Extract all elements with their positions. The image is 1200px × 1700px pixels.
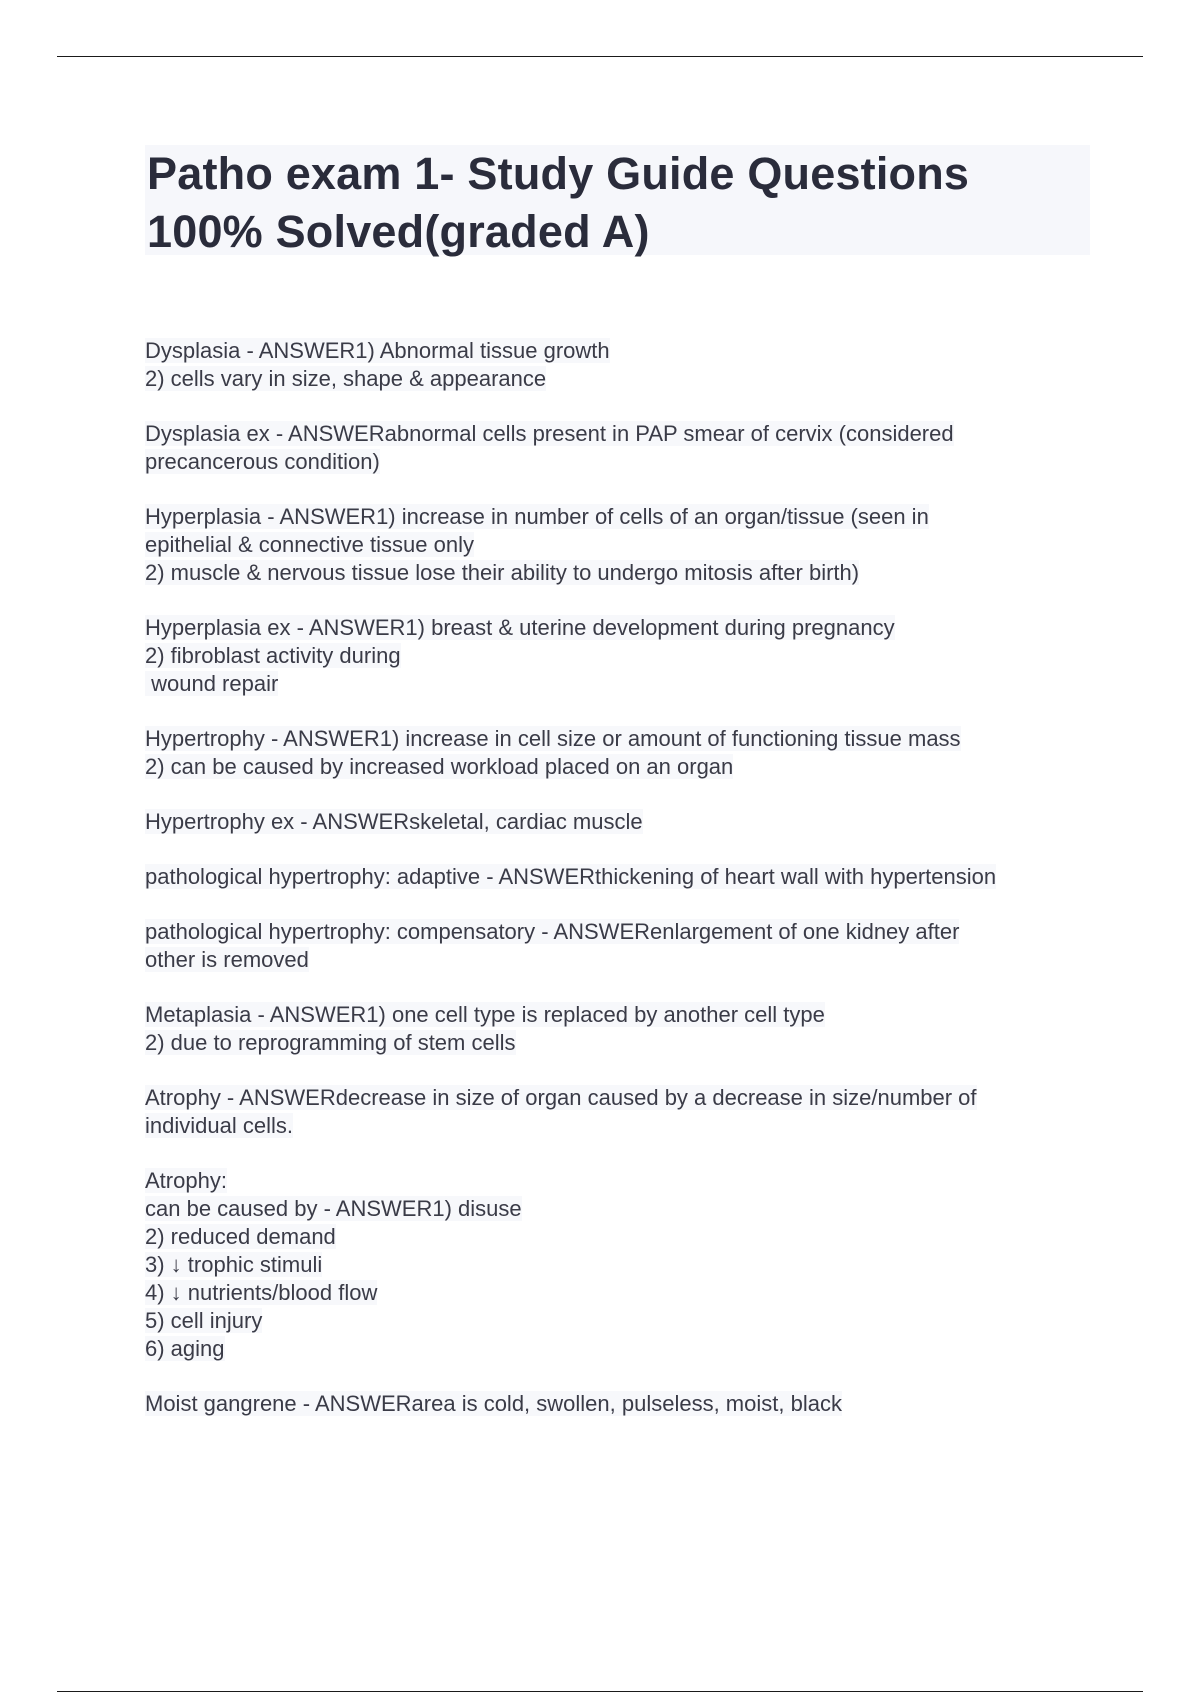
qa-line-text: 3) ↓ trophic stimuli [145, 1252, 323, 1277]
qa-line-text: individual cells. [145, 1113, 293, 1138]
qa-line-text: Hyperplasia ex - ANSWER1) breast & uterine development during pregnancy [145, 615, 895, 640]
qa-entry [145, 1390, 1090, 1418]
qa-line [145, 1251, 1090, 1279]
qa-line-text: 2) due to reprogramming of stem cells [145, 1030, 516, 1055]
qa-line-text: 2) muscle & nervous tissue lose their ability to undergo mitosis after birth) [145, 560, 860, 585]
qa-line-text: Hypertrophy ex - ANSWERskeletal, cardiac muscle [145, 809, 643, 834]
qa-line [145, 725, 1090, 753]
qa-line-text: wound repair [145, 671, 279, 696]
qa-line-text: 2) reduced demand [145, 1224, 336, 1249]
qa-line [145, 448, 1090, 476]
qa-line-text: 5) cell injury [145, 1308, 263, 1333]
qa-line [145, 1167, 1090, 1195]
qa-line [145, 863, 1090, 891]
title-line-1: Patho exam 1- Study Guide Questions [147, 148, 970, 199]
qa-line-text: other is removed [145, 947, 309, 972]
qa-line-text: pathological hypertrophy: adaptive - ANSWERthickening of heart wall with hypertension [145, 864, 997, 889]
qa-line-text: 2) can be caused by increased workload placed on an organ [145, 754, 734, 779]
qa-line-text: Atrophy: [145, 1168, 227, 1193]
qa-entry [145, 337, 1090, 393]
qa-line [145, 1029, 1090, 1057]
qa-entry [145, 1084, 1090, 1140]
qa-line [145, 503, 1090, 531]
qa-line-text: can be caused by - ANSWER1) disuse [145, 1196, 522, 1221]
qa-line-text: 4) ↓ nutrients/blood flow [145, 1280, 378, 1305]
qa-line-text: epithelial & connective tissue only [145, 532, 474, 557]
qa-line [145, 1390, 1090, 1418]
qa-line-text: pathological hypertrophy: compensatory - ANSWERenlargement of one kidney after [145, 919, 960, 944]
qa-entry [145, 918, 1090, 974]
qa-entry [145, 1167, 1090, 1363]
qa-line [145, 918, 1090, 946]
qa-line-text: Atrophy - ANSWERdecrease in size of organ caused by a decrease in size/number of [145, 1085, 977, 1110]
qa-entry [145, 1001, 1090, 1057]
qa-entry [145, 808, 1090, 836]
qa-line [145, 1084, 1090, 1112]
qa-line-text: 2) fibroblast activity during [145, 643, 401, 668]
qa-line [145, 420, 1090, 448]
qa-line-text: Hyperplasia - ANSWER1) increase in number of cells of an organ/tissue (seen in [145, 504, 929, 529]
qa-line [145, 559, 1090, 587]
qa-line [145, 1195, 1090, 1223]
top-rule [57, 56, 1143, 57]
qa-line [145, 531, 1090, 559]
qa-line [145, 1001, 1090, 1029]
qa-line [145, 808, 1090, 836]
qa-line-text: Hypertrophy - ANSWER1) increase in cell size or amount of functioning tissue mass [145, 726, 961, 751]
qa-line [145, 337, 1090, 365]
qa-line [145, 614, 1090, 642]
qa-line [145, 1223, 1090, 1251]
document-title [145, 145, 1090, 261]
qa-line [145, 642, 1090, 670]
qa-entry [145, 863, 1090, 891]
qa-line-text: Metaplasia - ANSWER1) one cell type is replaced by another cell type [145, 1002, 825, 1027]
qa-line [145, 1279, 1090, 1307]
qa-line-text: Moist gangrene - ANSWERarea is cold, swollen, pulseless, moist, black [145, 1391, 842, 1416]
title-line-2: 100% Solved(graded A) [147, 206, 650, 257]
qa-line [145, 1112, 1090, 1140]
qa-line [145, 1307, 1090, 1335]
qa-entry [145, 725, 1090, 781]
qa-line [145, 365, 1090, 393]
qa-line-text: 2) cells vary in size, shape & appearance [145, 366, 547, 391]
qa-line [145, 1335, 1090, 1363]
qa-line [145, 670, 1090, 698]
qa-line-text: Dysplasia ex - ANSWERabnormal cells present in PAP smear of cervix (considered [145, 421, 954, 446]
title-block [145, 145, 1090, 255]
qa-entry [145, 503, 1090, 587]
qa-entry [145, 614, 1090, 698]
bottom-rule [57, 1691, 1143, 1692]
qa-line-text: 6) aging [145, 1336, 225, 1361]
qa-line-text: Dysplasia - ANSWER1) Abnormal tissue growth [145, 338, 610, 363]
qa-line-text: precancerous condition) [145, 449, 380, 474]
qa-line [145, 946, 1090, 974]
qa-entry [145, 420, 1090, 476]
qa-list [145, 337, 1090, 1445]
qa-line [145, 753, 1090, 781]
